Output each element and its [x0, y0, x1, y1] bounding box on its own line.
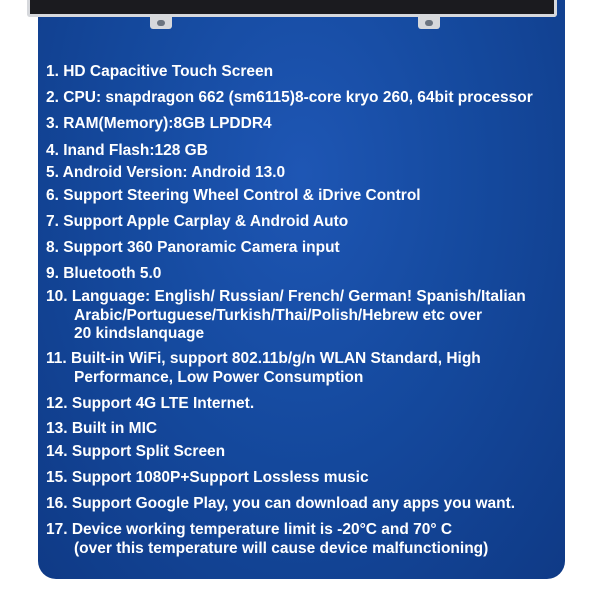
- spec-item-5: [46, 164, 285, 183]
- spec-item-15: [46, 469, 369, 488]
- spec-item-11: [46, 350, 481, 387]
- spec-line: 12. Support 4G LTE Internet.: [46, 395, 255, 412]
- mount-bracket-icon: [418, 17, 440, 29]
- spec-line: 17. Device working temperature limit is -20°C and 70° C: [46, 521, 453, 538]
- spec-item-3: [46, 115, 272, 134]
- spec-item-2: [46, 89, 533, 108]
- spec-line: 8. Support 360 Panoramic Camera input: [46, 239, 340, 256]
- car-display-device-icon: [27, 0, 557, 17]
- spec-item-4: [46, 142, 208, 161]
- spec-item-16: [46, 495, 515, 514]
- spec-item-7: [46, 213, 348, 232]
- spec-line: (over this temperature will cause device malfunctioning): [74, 539, 489, 557]
- spec-line: 10. Language: English/ Russian/ French/ German! Spanish/Italian: [46, 288, 526, 305]
- spec-item-12: [46, 395, 254, 414]
- spec-line: 4. Inand Flash:128 GB: [46, 142, 208, 159]
- spec-line: Arabic/Portuguese/Turkish/Thai/Polish/Hebrew etc over: [74, 306, 482, 324]
- spec-item-9: [46, 265, 161, 284]
- spec-item-17: [46, 521, 488, 558]
- spec-item-1: [46, 63, 273, 82]
- spec-line: 15. Support 1080P+Support Lossless music: [46, 469, 369, 486]
- spec-item-8: [46, 239, 340, 258]
- mount-bracket-icon: [150, 17, 172, 29]
- spec-line: 2. CPU: snapdragon 662 (sm6115)8-core kryo 260, 64bit processor: [46, 89, 533, 106]
- spec-line: 6. Support Steering Wheel Control & iDrive Control: [46, 187, 421, 204]
- spec-line: 11. Built-in WiFi, support 802.11b/g/n WLAN Standard, High: [46, 350, 481, 367]
- spec-line: 1. HD Capacitive Touch Screen: [46, 63, 274, 80]
- spec-line: 5. Android Version: Android 13.0: [46, 164, 286, 181]
- spec-line: 13. Built in MIC: [46, 420, 158, 437]
- spec-line: Performance, Low Power Consumption: [74, 368, 364, 386]
- spec-line: 3. RAM(Memory):8GB LPDDR4: [46, 115, 272, 132]
- spec-item-14: [46, 443, 225, 462]
- spec-line: 9. Bluetooth 5.0: [46, 265, 162, 282]
- spec-item-6: [46, 187, 421, 206]
- spec-item-13: [46, 420, 157, 439]
- spec-line: 16. Support Google Play, you can download any apps you want.: [46, 495, 516, 512]
- spec-line: 14. Support Split Screen: [46, 443, 226, 460]
- spec-item-10: [46, 288, 526, 344]
- spec-line: 7. Support Apple Carplay & Android Auto: [46, 213, 349, 230]
- spec-line: 20 kindslanquage: [74, 325, 205, 342]
